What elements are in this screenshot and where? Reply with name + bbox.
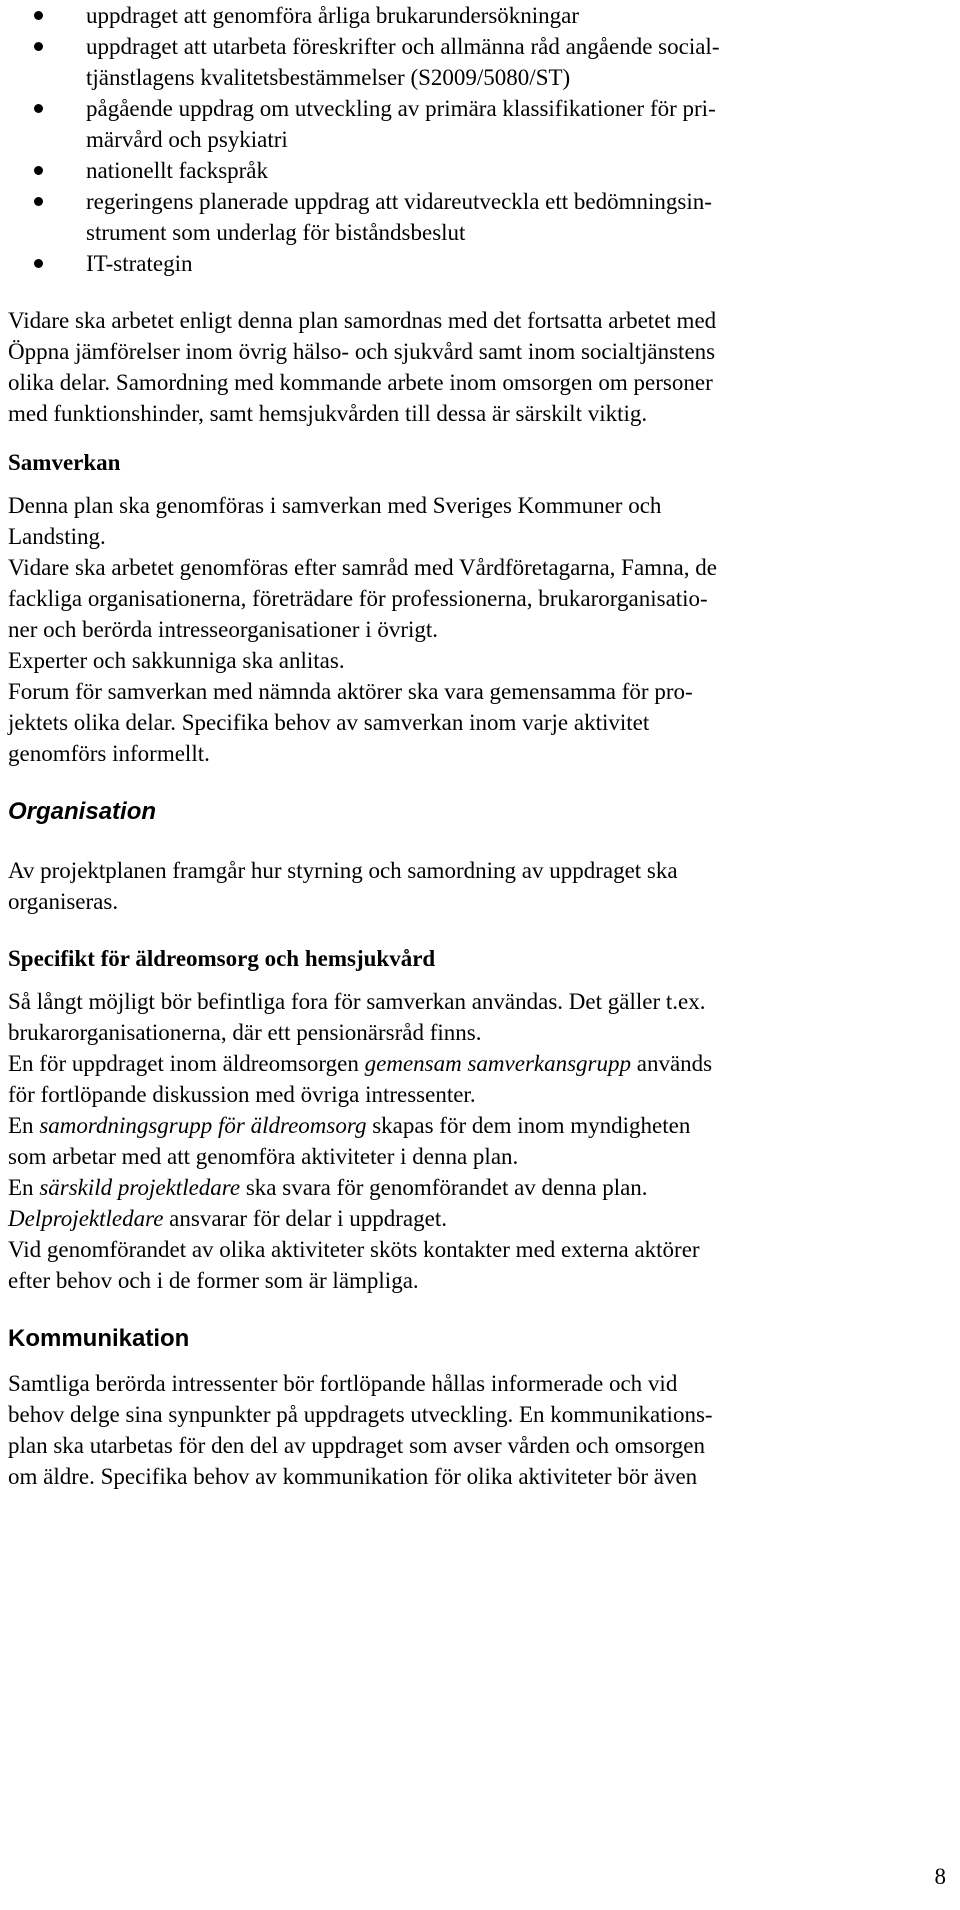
paragraph-line: Landsting. — [8, 524, 106, 549]
paragraph-line: Forum för samverkan med nämnda aktörer ska vara gemensamma för pro- — [8, 679, 693, 704]
bullet-line: märvård och psykiatri — [86, 127, 288, 152]
section-kommunikation — [8, 1322, 948, 1492]
paragraph-line: genomförs informellt. — [8, 741, 210, 766]
section-heading: Samverkan — [8, 450, 121, 475]
paragraph-line — [8, 1203, 948, 1234]
emphasis-text: samordningsgrupp för äldreomsorg — [39, 1113, 367, 1138]
paragraph-line: Vidare ska arbetet enligt denna plan samordnas med det fortsatta arbetet med — [8, 308, 717, 333]
paragraph-line — [8, 1110, 948, 1141]
paragraph-line — [8, 1172, 948, 1203]
text-run: En — [8, 1113, 40, 1138]
bullet-dot-icon — [34, 197, 43, 206]
bullet-item — [8, 93, 948, 155]
bullet-item — [8, 31, 948, 93]
paragraph-line — [8, 1048, 948, 1079]
section-samverkan — [8, 447, 948, 769]
paragraph-line: Experter och sakkunniga ska anlitas. — [8, 648, 345, 673]
bullet-line: pågående uppdrag om utveckling av primära klassifikationer för pri- — [86, 96, 716, 121]
text-run: ansvarar för delar i uppdraget. — [163, 1206, 447, 1231]
paragraph-line: om äldre. Specifika behov av kommunikation för olika aktiviteter bör även — [8, 1464, 698, 1489]
paragraph-line: som arbetar med att genomföra aktiviteter i denna plan. — [8, 1144, 519, 1169]
text-run: ska svara för genomförandet av denna plan. — [240, 1175, 648, 1200]
bullet-dot-icon — [34, 11, 43, 20]
emphasis-text: Delprojektledare — [8, 1206, 164, 1231]
bullet-dot-icon — [34, 104, 43, 113]
text-run: används — [631, 1051, 713, 1076]
paragraph-line: Av projektplanen framgår hur styrning och samordning av uppdraget ska — [8, 858, 678, 883]
paragraph-line: med funktionshinder, samt hemsjukvården till dessa är särskilt viktig. — [8, 401, 648, 426]
emphasis-text: särskild projektledare — [39, 1175, 241, 1200]
bullet-item — [8, 248, 948, 279]
page-number: 8 — [934, 1864, 946, 1889]
paragraph-line: Samtliga berörda intressenter bör fortlöpande hållas informerade och vid — [8, 1371, 678, 1396]
paragraph-line: Vid genomförandet av olika aktiviteter sköts kontakter med externa aktörer — [8, 1237, 700, 1262]
section-heading: Organisation — [8, 798, 157, 825]
section-specifikt — [8, 943, 948, 1296]
bullet-line: nationellt fackspråk — [86, 158, 269, 183]
paragraph-line: behov delge sina synpunkter på uppdragets utveckling. En kommunikations- — [8, 1402, 713, 1427]
bullet-line: uppdraget att genomföra årliga brukarundersökningar — [86, 3, 580, 28]
bullet-item — [8, 155, 948, 186]
bullet-list — [8, 0, 948, 279]
paragraph-line: organiseras. — [8, 889, 119, 914]
paragraph-line: jektets olika delar. Specifika behov av samverkan inom varje aktivitet — [8, 710, 650, 735]
bullet-line: regeringens planerade uppdrag att vidareutveckla ett bedömningsin- — [86, 189, 712, 214]
paragraph-line: Denna plan ska genomföras i samverkan med Sveriges Kommuner och — [8, 493, 662, 518]
paragraph-line: Vidare ska arbetet genomföras efter samråd med Vårdföretagarna, Famna, de — [8, 555, 717, 580]
page-content — [8, 0, 948, 1492]
bullet-line: tjänstlagens kvalitetsbestämmelser (S2009/5080/ST) — [86, 65, 571, 90]
section-organisation — [8, 795, 948, 917]
bullet-dot-icon — [34, 166, 43, 175]
text-run: skapas för dem inom myndigheten — [366, 1113, 691, 1138]
bullet-line: uppdraget att utarbeta föreskrifter och allmänna råd angående social- — [86, 34, 720, 59]
section-heading: Specifikt för äldreomsorg och hemsjukvård — [8, 946, 436, 971]
paragraph-line: Öppna jämförelser inom övrig hälso- och sjukvård samt inom socialtjänstens — [8, 339, 716, 364]
bullet-dot-icon — [34, 42, 43, 51]
paragraph-line: plan ska utarbetas för den del av uppdraget som avser vården och omsorgen — [8, 1433, 706, 1458]
paragraph-line: för fortlöpande diskussion med övriga intressenter. — [8, 1082, 476, 1107]
paragraph-line: brukarorganisationerna, där ett pensionärsråd finns. — [8, 1020, 482, 1045]
bullet-line: IT-strategin — [86, 251, 193, 276]
text-run: En för uppdraget inom äldreomsorgen — [8, 1051, 365, 1076]
paragraph-line: fackliga organisationerna, företrädare för professionerna, brukarorganisatio- — [8, 586, 708, 611]
section-heading: Kommunikation — [8, 1325, 190, 1352]
bullet-dot-icon — [34, 259, 43, 268]
paragraph-line: efter behov och i de former som är lämpliga. — [8, 1268, 419, 1293]
intro-paragraph — [8, 305, 948, 429]
bullet-item — [8, 186, 948, 248]
emphasis-text: gemensam samverkansgrupp — [364, 1051, 632, 1076]
paragraph-line: olika delar. Samordning med kommande arbete inom omsorgen om personer — [8, 370, 713, 395]
paragraph-line: ner och berörda intresseorganisationer i övrigt. — [8, 617, 439, 642]
paragraph-line: Så långt möjligt bör befintliga fora för samverkan användas. Det gäller t.ex. — [8, 989, 706, 1014]
bullet-line: strument som underlag för biståndsbeslut — [86, 220, 466, 245]
bullet-item — [8, 0, 948, 31]
text-run: En — [8, 1175, 40, 1200]
